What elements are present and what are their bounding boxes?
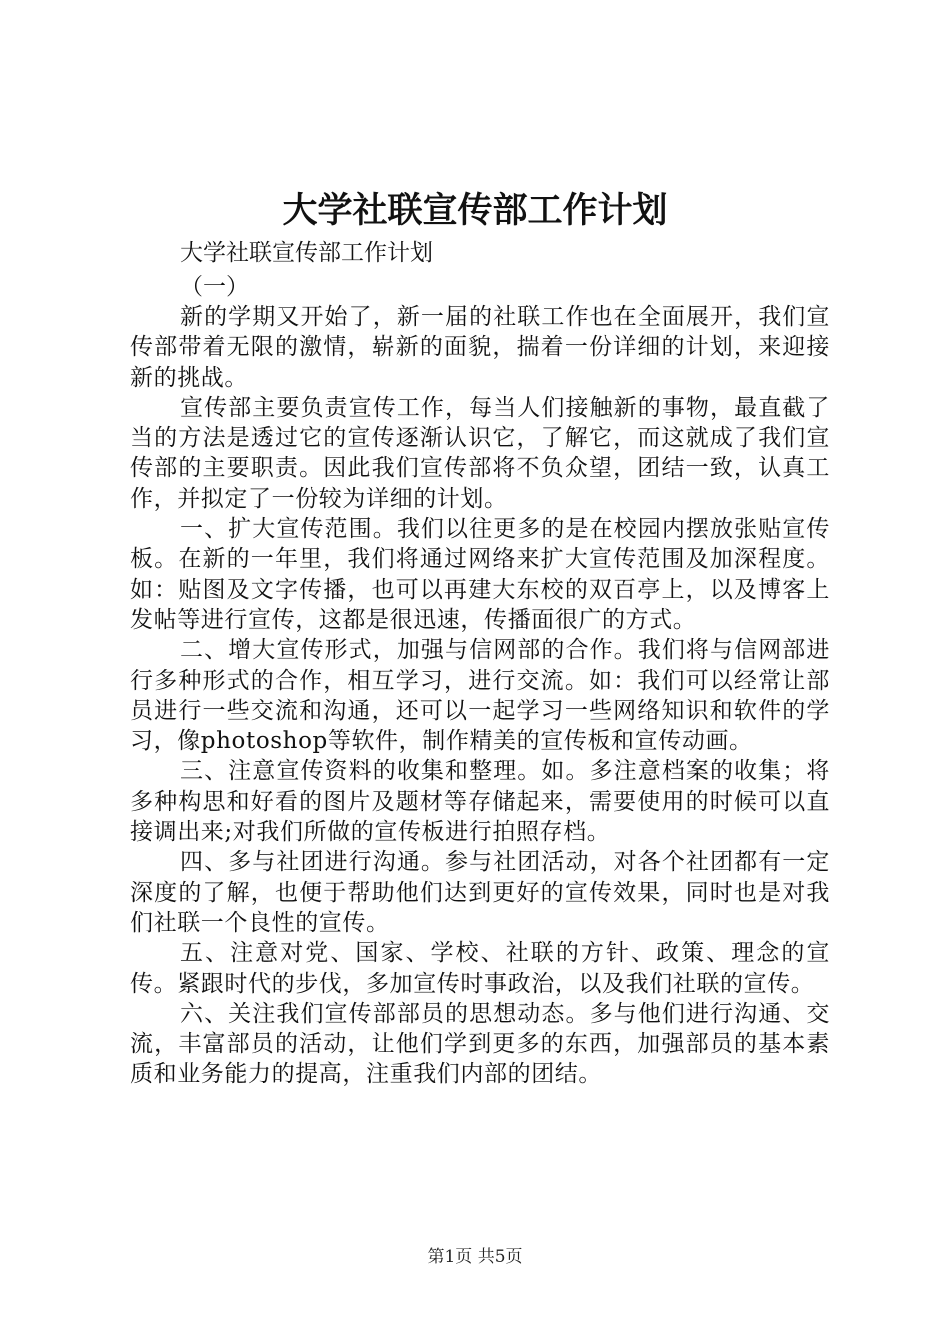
paragraph-item-3: 三、注意宣传资料的收集和整理。如。多注意档案的收集；将多种构思和好看的图片及题材等存储起来，需要使用的时候可以直接调出来;对我们所做的宣传板进行拍照存档。 xyxy=(130,758,830,846)
paragraph-intro: 新的学期又开始了，新一届的社联工作也在全面展开，我们宣传部带着无限的激情，崭新的面貌，揣着一份详细的计划，来迎接新的挑战。 xyxy=(130,304,830,391)
paragraph-item-6: 六、关注我们宣传部部员的思想动态。多与他们进行沟通、交流，丰富部员的活动，让他们学到更多的东西，加强部员的基本素质和业务能力的提高，注重我们内部的团结。 xyxy=(130,1000,830,1088)
paragraph-item-4: 四、多与社团进行沟通。参与社团活动，对各个社团都有一定深度的了解，也便于帮助他们达到更好的宣传效果，同时也是对我们社联一个良性的宣传。 xyxy=(130,849,830,936)
document-body xyxy=(130,234,830,1090)
document-subtitle: 大学社联宣传部工作计划 xyxy=(180,240,433,266)
paragraph-item-1: 一、扩大宣传范围。我们以往更多的是在校园内摆放张贴宣传板。在新的一年里，我们将通过网络来扩大宣传范围及加深程度。如：贴图及文字传播，也可以再建大东校的双百亭上，以及博客上发帖等进行宣传，这都是很迅速，传播面很广的方式。 xyxy=(130,516,830,633)
document-title: 大学社联宣传部工作计划 xyxy=(282,190,668,231)
paragraph-item-5: 五、注意对党、国家、学校、社联的方针、政策、理念的宣传。紧跟时代的步伐，多加宣传时事政治，以及我们社联的宣传。 xyxy=(130,940,830,997)
section-number: （一） xyxy=(180,274,249,300)
paragraph-item-2: 二、增大宣传形式，加强与信网部的合作。我们将与信网部进行多种形式的合作，相互学习，进行交流。如：我们可以经常让部员进行一些交流和沟通，还可以一起学习一些网络知识和软件的学习，像photoshop等软件，制作精美的宣传板和宣传动画。 xyxy=(130,637,830,755)
paragraph-duties: 宣传部主要负责宣传工作，每当人们接触新的事物，最直截了当的方法是透过它的宣传逐渐认识它，了解它，而这就成了我们宣传部的主要职责。因此我们宣传部将不负众望，团结一致，认真工作，并拟定了一份较为详细的计划。 xyxy=(130,394,830,512)
page-footer: 第1页 共5页 xyxy=(427,1247,523,1267)
